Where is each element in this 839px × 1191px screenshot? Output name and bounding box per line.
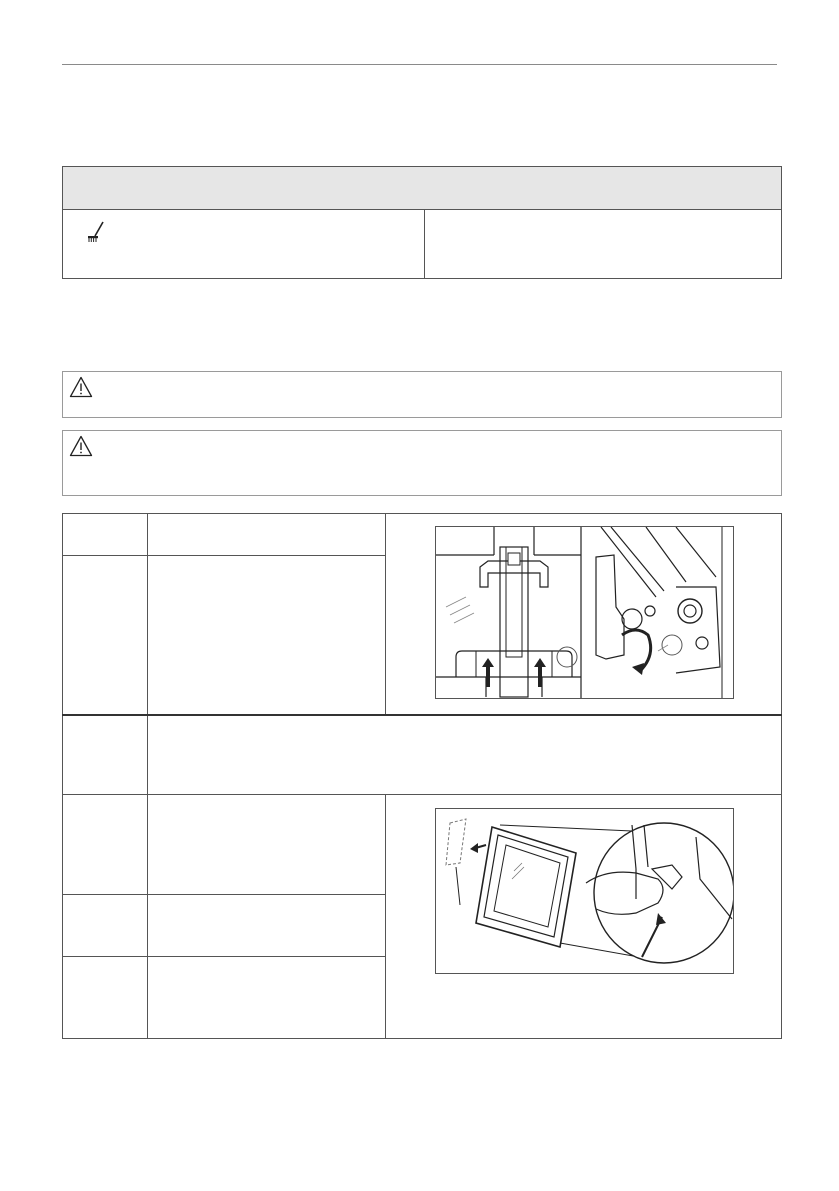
brush-icon [85,220,109,244]
row-divider [62,894,385,895]
warning-box [62,430,782,496]
figure-column-divider [385,513,386,715]
door-hinge-illustration [435,526,734,699]
warning-triangle-icon [69,376,93,398]
table-body-row [62,209,782,279]
steps-table [62,513,782,1039]
row-divider [62,555,385,556]
table-column-divider [424,210,425,278]
row-divider [62,714,782,716]
row-divider [62,794,782,795]
figure-column-divider [385,795,386,1039]
step-column-divider [147,513,148,1039]
row-divider [62,956,385,957]
header-rule [62,64,777,65]
warning-box [62,371,782,418]
table-header-row [62,166,782,210]
warning-triangle-icon [69,435,93,457]
door-glass-panel-illustration [435,808,734,974]
